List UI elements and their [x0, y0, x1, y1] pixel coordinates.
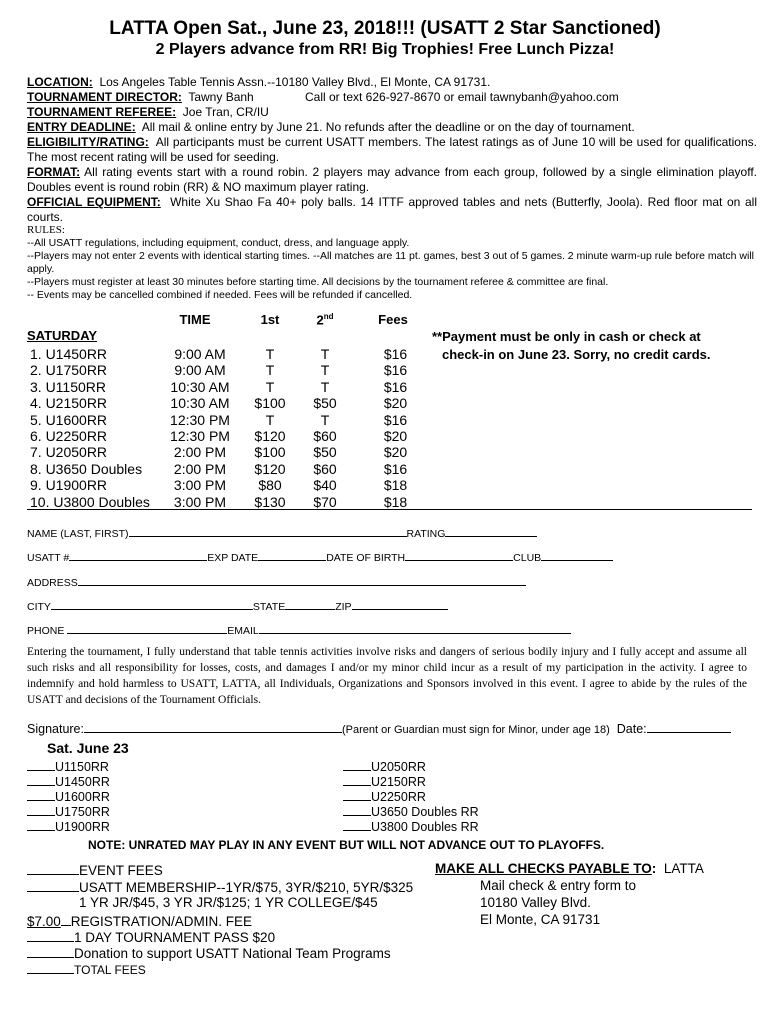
rules-block — [27, 224, 757, 302]
event-time: 10:30 AM — [170, 395, 230, 412]
equipment-label: OFFICIAL EQUIPMENT — [27, 195, 157, 209]
event-checkbox-item[interactable] — [27, 818, 110, 834]
event-checkbox-item[interactable] — [27, 788, 110, 804]
event-time: 3:00 PM — [173, 477, 227, 494]
event-first: T — [265, 378, 275, 395]
signature-label: Signature: — [27, 722, 84, 736]
fee-event-fees: EVENT FEES — [27, 861, 163, 878]
address-label: ADDRESS — [27, 577, 78, 589]
director-contact: Call or text 626-927-8670 or email tawnybanh@yahoo.com — [305, 90, 619, 104]
deadline-text: All mail & online entry by June 21. No refunds after the deadline or on the day of tournament. — [141, 120, 635, 134]
mail-line-1: Mail check & entry form to — [480, 878, 637, 893]
event-check-line[interactable] — [343, 818, 371, 831]
state-label: STATE — [252, 601, 286, 613]
rule-item: --Players may not enter 2 events with identical starting times. --All matches are 11 pt. games, best 3 out of 5 games. 2 minute warm-up rule before match will apply. — [27, 250, 754, 275]
format-text: All rating events start with a round robin. 2 players may advance from each group, followed by a single elimination playoff. Doubles event is round robin (RR) & NO maximum player rating. — [27, 165, 757, 194]
address-field[interactable] — [78, 574, 526, 586]
event-name: 3. U1150RR — [30, 378, 107, 395]
event-check-label: U1450RR — [55, 775, 110, 789]
eligibility-text: All participants must be current USATT members. The latest ratings as of June 10 will be used for qualifications. The most recent rating will be used for seeding. — [27, 135, 757, 164]
name-label: NAME (LAST, FIRST) — [27, 528, 129, 540]
phone-label: PHONE — [27, 625, 65, 637]
eligibility-label: ELIGIBILITY/RATING: — [27, 135, 149, 149]
event-checkbox-item[interactable] — [343, 773, 426, 789]
event-checkbox-item[interactable] — [343, 803, 479, 819]
event-second: $60 — [313, 460, 337, 477]
event-time: 9:00 AM — [174, 362, 226, 379]
usatt-label: USATT # — [27, 552, 70, 564]
exp-label: EXP DATE — [207, 552, 259, 564]
exp-field[interactable] — [258, 549, 326, 561]
event-second: $40 — [313, 477, 337, 494]
zip-label: ZIP — [335, 601, 352, 613]
date-label: Date: — [616, 722, 647, 736]
event-fee: $16 — [383, 346, 408, 362]
event-check-line[interactable] — [343, 803, 371, 816]
format-label: FORMAT — [27, 165, 77, 179]
col-header-first: 1st — [260, 312, 280, 327]
event-checkbox-item[interactable] — [27, 803, 110, 819]
equipment-text: White Xu Shao Fa 40+ poly balls. 14 ITTF approved tables and nets (Butterfly, Joola). Red floor mat on all courts. — [27, 195, 758, 224]
city-field[interactable] — [51, 598, 253, 610]
event-name: 7. U2050RR — [30, 444, 108, 461]
event-second: T — [320, 362, 330, 379]
event-fee: $16 — [383, 378, 408, 395]
usatt-row — [27, 549, 613, 564]
event-check-line[interactable] — [27, 803, 55, 816]
event-second: T — [320, 346, 330, 362]
email-field[interactable] — [259, 622, 571, 634]
event-name: 8. U3650 Doubles — [30, 460, 143, 477]
event-check-line[interactable] — [27, 773, 55, 786]
fee-membership-2: 1 YR JR/$45, 3 YR JR/$125; 1 YR COLLEGE/$45 — [79, 895, 378, 910]
payment-note-2: check-in on June 23. Sorry, no credit cards. — [442, 347, 711, 362]
event-check-line[interactable] — [27, 818, 55, 831]
unrated-note: NOTE: UNRATED MAY PLAY IN ANY EVENT BUT WILL NOT ADVANCE OUT TO PLAYOFFS. — [88, 838, 605, 852]
event-fee: $20 — [383, 444, 408, 461]
event-fee: $16 — [383, 362, 408, 379]
event-second: $50 — [313, 395, 337, 412]
membership-field[interactable] — [27, 878, 79, 892]
checks-payee: LATTA — [663, 861, 704, 876]
event-name: 4. U2150RR — [30, 395, 108, 412]
event-fee: $20 — [383, 395, 408, 412]
event-check-label: U3800 Doubles RR — [371, 820, 479, 834]
page-subtitle: 2 Players advance from RR! Big Trophies! Free Lunch Pizza! — [155, 41, 615, 58]
col-header-second: 2nd — [316, 312, 334, 328]
event-time: 9:00 AM — [174, 346, 226, 362]
col-header-time: TIME — [179, 312, 211, 327]
event-name: 10. U3800 Doubles — [30, 493, 150, 510]
event-first: $100 — [254, 444, 286, 461]
event-first: $80 — [258, 477, 282, 494]
rating-label: RATING — [406, 528, 446, 540]
event-check-label: U2150RR — [371, 775, 426, 789]
signature-field[interactable] — [84, 719, 342, 733]
state-field[interactable] — [285, 598, 335, 610]
event-name: 9. U1900RR — [30, 477, 108, 494]
event-time: 12:30 PM — [170, 428, 230, 444]
deadline-label: ENTRY DEADLINE — [27, 120, 132, 134]
event-check-line[interactable] — [27, 758, 55, 771]
event-check-line[interactable] — [27, 788, 55, 801]
event-first: $100 — [254, 395, 286, 412]
event-check-line[interactable] — [343, 773, 371, 786]
signature-row — [27, 719, 731, 736]
total-field[interactable] — [27, 961, 74, 974]
name-field-2[interactable] — [357, 525, 407, 537]
guardian-note: (Parent or Guardian must sign for Minor, under age 18) — [341, 724, 610, 736]
fee-total: TOTAL FEES — [27, 961, 146, 977]
director-label: TOURNAMENT DIRECTOR — [27, 90, 178, 104]
fee-day-pass: 1 DAY TOURNAMENT PASS $20 — [27, 928, 275, 945]
event-checkbox-item[interactable] — [27, 758, 109, 774]
event-checkbox-item[interactable] — [343, 758, 426, 774]
city-row — [27, 598, 448, 613]
event-checkbox-item[interactable] — [27, 773, 110, 789]
club-label: CLUB — [513, 552, 542, 564]
event-name: 6. U2250RR — [30, 428, 108, 444]
director-name: Tawny Banh — [188, 90, 254, 104]
event-fee: $18 — [383, 477, 408, 494]
event-time: 12:30 PM — [170, 411, 230, 428]
city-label: CITY — [27, 601, 51, 613]
phone-field[interactable] — [67, 622, 227, 634]
deadline-line: ENTRY DEADLINE: All mail & online entry by June 21. No refunds after the deadline or on the day of tournament. — [27, 120, 635, 134]
divider — [27, 509, 752, 510]
event-first: $130 — [254, 493, 286, 510]
event-first: T — [265, 362, 275, 379]
dob-label: DATE OF BIRTH — [326, 552, 406, 564]
event-second: $50 — [313, 444, 337, 461]
format-block: FORMAT: All rating events start with a round robin. 2 players may advance from each group, followed by a single elimination playoff. Doubles event is round robin (RR) & NO maximum player rating. — [27, 165, 757, 194]
event-time: 2:00 PM — [173, 460, 227, 477]
event-name: 2. U1750RR — [30, 362, 108, 379]
event-second: $60 — [313, 428, 337, 444]
event-second: T — [320, 378, 330, 395]
email-label: EMAIL — [227, 625, 259, 637]
event-second: $70 — [313, 493, 337, 510]
eligibility-block — [27, 135, 757, 165]
address-row — [27, 574, 526, 589]
phone-row — [27, 622, 571, 637]
waiver-text: Entering the tournament, I fully understand that table tennis activities involve risks and dangers of serious bodily injury and I fully accept and assume all such risks and all responsibility for losses, costs, and damages I and/or my minor child incur as a result of my participation in the activity. I agree to indemnify and hold harmless to USATT, LATTA, all Individuals, Organizations and Sponsors involved in this event. I agree to abide by the rules of the USATT and decisions of the Tournament Officials. — [27, 646, 747, 706]
checks-label: MAKE ALL CHECKS PAYABLE TO — [435, 861, 652, 876]
donation-field[interactable] — [27, 944, 74, 958]
col-header-fees: Fees — [378, 312, 408, 327]
event-first: T — [265, 411, 275, 428]
mail-line-2: 10180 Valley Blvd. — [480, 895, 591, 910]
club-field[interactable] — [541, 549, 613, 561]
rule-item: -- Events may be cancelled combined if needed. Fees will be refunded if cancelled. — [27, 289, 413, 301]
usatt-field[interactable] — [69, 549, 207, 561]
checks-line: MAKE ALL CHECKS PAYABLE TO: LATTA — [435, 861, 704, 876]
reg-amount: $7.00 — [27, 914, 61, 929]
event-select-heading: Sat. June 23 — [47, 740, 129, 756]
location-text: Los Angeles Table Tennis Assn.--10180 Valley Blvd., El Monte, CA 91731. — [99, 75, 491, 89]
payment-note-1: **Payment must be only in cash or check at — [432, 329, 701, 344]
equipment-block: OFFICIAL EQUIPMENT: White Xu Shao Fa 40+ poly balls. 14 ITTF approved tables and nets (Butterfly, Joola). Red floor mat on all courts. — [27, 195, 758, 224]
mail-line-3: El Monte, CA 91731 — [480, 912, 601, 927]
event-check-label: U2250RR — [371, 790, 426, 804]
page-title: LATTA Open Sat., June 23, 2018!!! (USATT 2 Star Sanctioned) — [109, 18, 661, 39]
rules-heading: RULES: — [27, 224, 65, 236]
day-pass-field[interactable] — [27, 928, 74, 942]
rating-field[interactable] — [445, 525, 537, 537]
event-check-label: U1750RR — [55, 805, 110, 819]
location-label: LOCATION — [27, 75, 89, 89]
event-fee: $18 — [383, 493, 408, 510]
referee-label: TOURNAMENT REFEREE — [27, 105, 173, 119]
schedule-day: SATURDAY — [27, 328, 98, 343]
event-check-label: U1150RR — [55, 760, 109, 774]
event-name: 1. U1450RR — [30, 346, 108, 362]
event-first: $120 — [254, 428, 286, 444]
fee-registration: $7.00 REGISTRATION/ADMIN. FEE — [27, 914, 253, 929]
event-checkbox-item[interactable] — [343, 818, 479, 834]
event-fees-field[interactable] — [27, 861, 79, 875]
event-first: $120 — [254, 460, 286, 477]
dob-field[interactable] — [405, 549, 513, 561]
event-check-label: U3650 Doubles RR — [371, 805, 479, 819]
event-time: 2:00 PM — [173, 444, 227, 461]
event-time: 10:30 AM — [170, 378, 230, 395]
event-name: 5. U1600RR — [30, 411, 108, 428]
name-row — [27, 525, 537, 540]
rule-item: --Players must register at least 30 minutes before starting time. All decisions by the tournament referee & committee are final. — [27, 276, 609, 288]
event-checkbox-item[interactable] — [343, 788, 426, 804]
location-line: LOCATION: Los Angeles Table Tennis Assn.--10180 Valley Blvd., El Monte, CA 91731. — [27, 75, 491, 89]
name-field[interactable] — [129, 525, 357, 537]
fee-membership: USATT MEMBERSHIP--1YR/$75, 3YR/$210, 5YR/$325 — [27, 878, 413, 895]
event-fee: $16 — [383, 460, 408, 477]
event-time: 3:00 PM — [173, 493, 227, 510]
date-field[interactable] — [647, 719, 731, 733]
referee-line: TOURNAMENT REFEREE: Joe Tran, CR/IU — [27, 105, 269, 119]
event-check-label: U1900RR — [55, 820, 110, 834]
event-first: T — [265, 346, 275, 362]
event-check-line[interactable] — [343, 788, 371, 801]
zip-field[interactable] — [352, 598, 448, 610]
rule-item: --All USATT regulations, including equipment, conduct, dress, and language apply. — [27, 237, 410, 249]
director-line: TOURNAMENT DIRECTOR: Tawny Banh Call or text 626-927-8670 or email tawnybanh@yahoo.com — [27, 90, 619, 104]
event-check-label: U2050RR — [371, 760, 426, 774]
event-check-line[interactable] — [343, 758, 371, 771]
event-fee: $16 — [383, 411, 408, 428]
event-check-label: U1600RR — [55, 790, 110, 804]
event-fee: $20 — [383, 428, 408, 444]
fee-donation: Donation to support USATT National Team Programs — [27, 944, 391, 961]
referee-name: Joe Tran, CR/IU — [182, 105, 269, 119]
event-second: T — [320, 411, 330, 428]
